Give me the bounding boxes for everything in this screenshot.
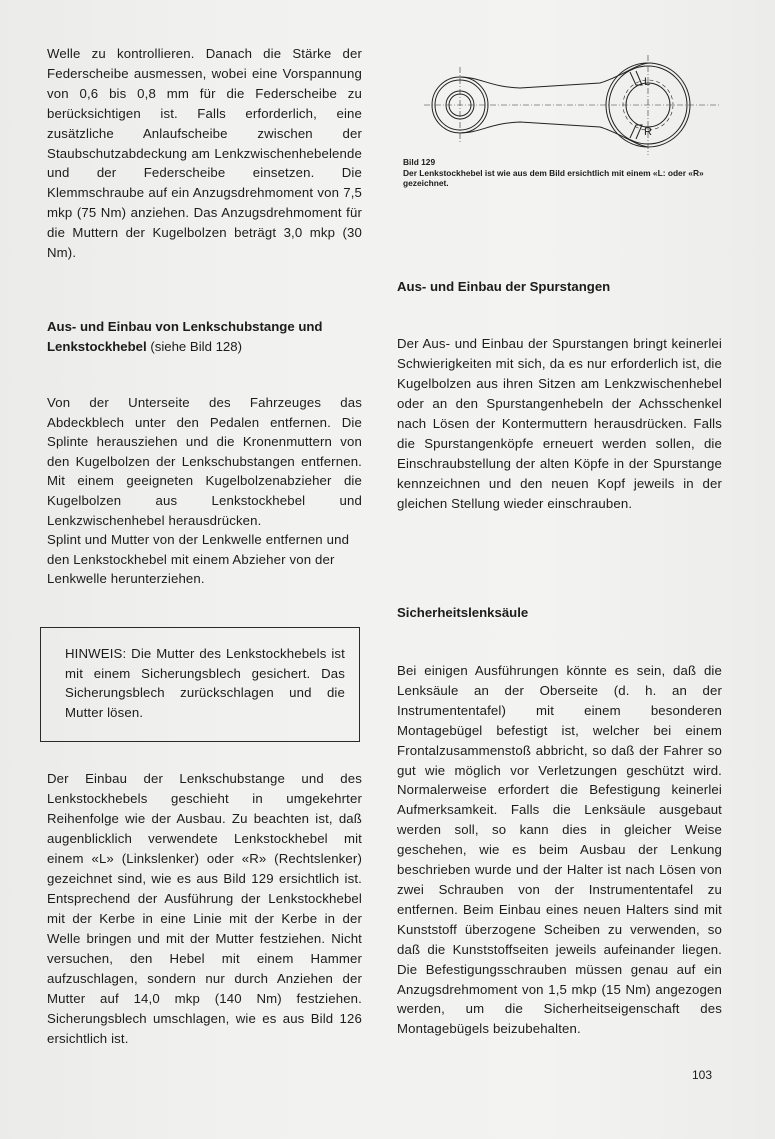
section-heading-sicherheitslenksaeule: Sicherheitslenksäule [397,605,529,620]
steering-arm-diagram [420,55,740,155]
section1-paragraph1-block [47,393,362,589]
heading-bold-text: Aus- und Einbau von Lenkschubstange und Lenkstockhebel [47,319,323,354]
section3-paragraph: Bei einigen Ausführungen könnte es sein, daß die Lenksäule an der Oberseite (d. h. an der Instrumententafel) mit einem besonderen Montagebügel befestigt ist, welcher bei einem Frontalzusammenstoß abbricht, so daß der Fahrer so gut wie möglich vor Verletzungen geschützt wird. Normalerweise erfordert die Befestigung keinerlei Aufmerksamkeit. Falls die Lenksäule ausgebaut werden soll, so kann dies in gleicher Weise geschehen, wie es beim Ausbau der Lenkung beschrieben wurde und der Halter ist nach Lösen von zwei Schrauben von der Instrumententafel zu entfernen. Beim Einbau eines neuen Halters sind mit Kunststoff überzogene Scheiben zu verwenden, so daß die Kunststoffseiten jeweils aufeinander liegen. Die Befestigungsschrauben müssen genau auf ein Anzugsdrehmoment von 1,5 mkp (15 Nm) angezogen werden, um die Sicherheitseigenschaft des Montagebügels beizubehalten. [397,663,722,1037]
section1-paragraph1: Von der Unterseite des Fahrzeuges das Abdeckblech unter den Pedalen entfernen. Die Splinte herausziehen und die Kronenmuttern von den Kugelbolzen der Lenkschubstangen entfernen. Mit einem geeigneten Kugelbolzenabzieher die Kugelbolzen aus Lenkstockhebel und Lenkzwischenhebel herausdrücken. [47,395,362,528]
label-r: R [644,126,652,138]
label-l: L [644,76,651,88]
section-heading-lenkschubstange [47,317,362,356]
intro-paragraph: Welle zu kontrollieren. Danach die Stärke der Federscheibe ausmessen, wobei eine Vorspannung von 0,6 bis 0,8 mm für die Federscheibe zu berücksichtigen ist. Falls erforderlich, eine zusätzliche Anlaufscheibe zwischen der Staubschutzabdeckung am Lenkzwischenhebelende und der Federscheibe einsetzen. Die Klemmschraube auf ein Anzugsdrehmoment von 7,5 mkp (75 Nm) anziehen. Das Anzugsdrehmoment für die Muttern der Kugelbolzen beträgt 3,0 mkp (30 Nm). [47,46,362,261]
section-heading-spurstangen: Aus- und Einbau der Spurstangen [397,279,611,294]
section1-paragraph2: Splint und Mutter von der Lenkwelle entfernen und den Lenkstockhebel mit einem Abzieher von der Lenkwelle herunterziehen. [47,532,350,587]
intro-paragraph-block [47,44,362,263]
section1-paragraph3-block [47,769,362,1049]
note-box [40,627,360,742]
section-heading-spurstangen-block [397,277,722,297]
heading-reference: (siehe Bild 128) [146,338,242,354]
figure-caption [403,157,733,189]
section1-paragraph3: Der Einbau der Lenkschubstange und des Lenkstockhebels geschieht in umgekehrter Reihenfolge wie der Ausbau. Zu beachten ist, daß augenblicklich verwendete Lenkstockhebel mit einem «L» (Linkslenker) oder «R» (Rechtslenker) gezeichnet sind, wie es aus Bild 129 ersichtlich ist. Entsprechend der Ausführung der Lenkstockhebel mit der Kerbe in eine Linie mit der Kerbe in der Welle bringen und mit der Mutter festziehen. Nicht versuchen, den Hebel mit einem Hammer aufzuschlagen, sondern nur durch Anziehen der Mutter auf 14,0 mkp (140 Nm) festziehen. Sicherungsblech umschlagen, wie es aus Bild 126 ersichtlich ist. [47,771,362,1046]
section2-paragraph-block [397,334,722,514]
page-number: 103 [692,1068,713,1082]
figure-caption-text: Der Lenkstockhebel ist wie aus dem Bild ersichtlich mit einem «L: oder «R» gezeichnet. [403,167,704,188]
figure-caption-title: Bild 129 [403,157,436,167]
note-text: HINWEIS: Die Mutter des Lenkstockhebels ist mit einem Sicherungsblech gesichert. Das Sicherungsblech zurückschlagen und die Mutter lösen. [65,646,345,720]
section3-paragraph-block [397,661,722,1039]
section-heading [47,317,362,356]
section-heading-sicherheitslenksaeule-block [397,603,722,623]
section2-paragraph: Der Aus- und Einbau der Spurstangen bringt keinerlei Schwierigkeiten mit sich, da es nur erforderlich ist, die Kugelbolzen aus ihren Sitzen am Lenkzwischenhebel oder an den Spurstangenhebeln der Achsschenkel nach Lösen der Kontermuttern herausdrücken. Falls die Spurstangenköpfe erneuert werden sollen, die Einschraubstellung der alten Köpfe in der Spurstange kennzeichnen und den neuen Kopf jeweils in der gleichen Stellung wieder einschrauben. [397,336,722,511]
